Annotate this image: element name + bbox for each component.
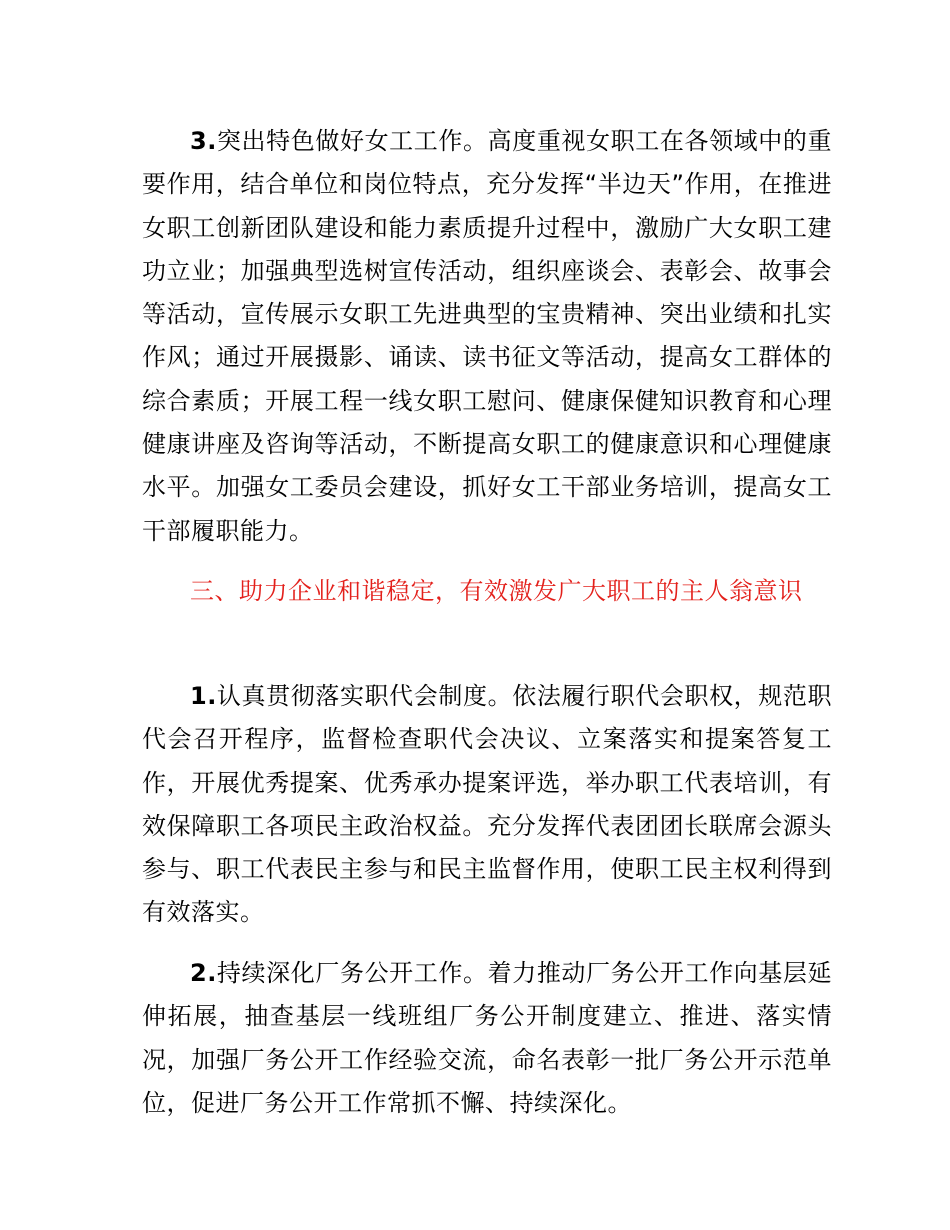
paragraph-text: 持续深化厂务公开工作。着力推动厂务公开工作向基层延伸拓展，抽查基层一线班组厂务公开制度建立、推进、落实情况，加强厂务公开工作经验交流，命名表彰一批厂务公开示范单位，促进厂务公开工作常抓不懈、持续深化。 (142, 959, 832, 1117)
paragraph-text: 突出特色做好女工工作。高度重视女职工在各领域中的重要作用，结合单位和岗位特点，充分发挥“半边天”作用，在推进女职工创新团队建设和能力素质提升过程中，激励广大女职工建功立业；加强典型选树宣传活动，组织座谈会、表彰会、故事会等活动，宣传展示女职工先进典型的宝贵精神、突出业绩和扎实作风；通过开展摄影、诵读、读书征文等活动，提高女工群体的综合素质；开展工程一线女职工慰问、健康保健知识教育和心理健康讲座及咨询等活动，不断提高女职工的健康意识和心理健康水平。加强女工委员会建设，抓好女工干部业务培训，提高女工干部履职能力。 (142, 127, 832, 545)
paragraph-number: 3. (190, 127, 217, 155)
paragraph-number: 2. (190, 959, 217, 987)
paragraph-women-workers (142, 120, 832, 553)
paragraph-number: 1. (190, 682, 217, 710)
paragraph-workers-congress (142, 675, 832, 935)
section-heading: 三、助力企业和谐稳定，有效激发广大职工的主人翁意识 (190, 577, 803, 605)
paragraph-text: 认真贯彻落实职代会制度。依法履行职代会职权，规范职代会召开程序，监督检查职代会决议、立案落实和提案答复工作，开展优秀提案、优秀承办提案评选，举办职工代表培训，有效保障职工各项民主政治权益。充分发挥代表团团长联席会源头参与、职工代表民主参与和民主监督作用，使职工民主权利得到有效落实。 (142, 682, 832, 927)
paragraph-factory-affairs (142, 952, 832, 1125)
